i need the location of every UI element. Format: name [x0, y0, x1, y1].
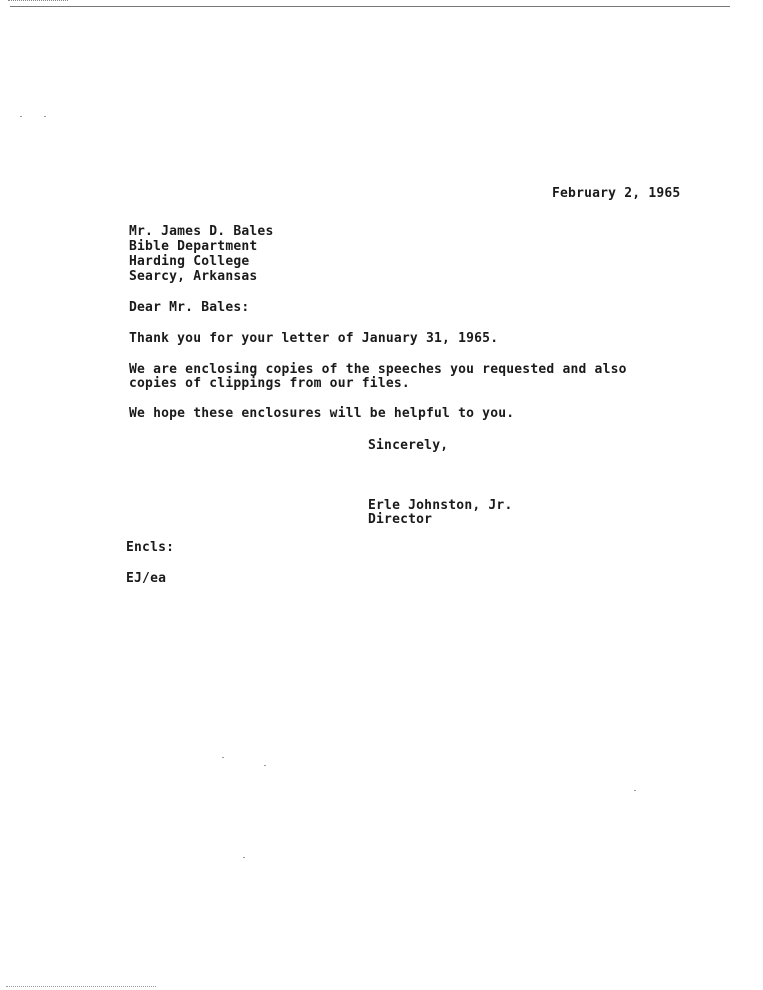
recipient-name: Mr. James D. Bales	[129, 224, 274, 239]
top-edge-dots	[8, 0, 68, 1]
scan-speck	[243, 857, 245, 858]
scan-speck	[44, 116, 46, 117]
scan-speck	[20, 116, 22, 117]
body-paragraph-1: Thank you for your letter of January 31, 1965.	[129, 331, 499, 346]
body-paragraph-2-line-1: We are enclosing copies of the speeches you requested and also	[129, 362, 627, 377]
scan-speck	[264, 765, 266, 766]
closing: Sincerely,	[368, 438, 449, 453]
signatory-title: Director	[368, 512, 433, 527]
reference-initials: EJ/ea	[126, 571, 167, 586]
letter-date: February 2, 1965	[552, 186, 681, 201]
scan-speck	[634, 790, 636, 791]
body-paragraph-2-line-2: copies of clippings from our files.	[129, 376, 410, 391]
recipient-city-state: Searcy, Arkansas	[129, 269, 258, 284]
scan-speck	[222, 757, 224, 758]
salutation: Dear Mr. Bales:	[129, 300, 250, 315]
bottom-edge-rule	[6, 986, 156, 987]
body-paragraph-3: We hope these enclosures will be helpful to you.	[129, 406, 515, 421]
recipient-institution: Harding College	[129, 254, 250, 269]
enclosures-note: Encls:	[126, 540, 175, 555]
recipient-department: Bible Department	[129, 239, 258, 254]
top-edge-rule	[10, 6, 730, 7]
signatory-name: Erle Johnston, Jr.	[368, 498, 513, 513]
